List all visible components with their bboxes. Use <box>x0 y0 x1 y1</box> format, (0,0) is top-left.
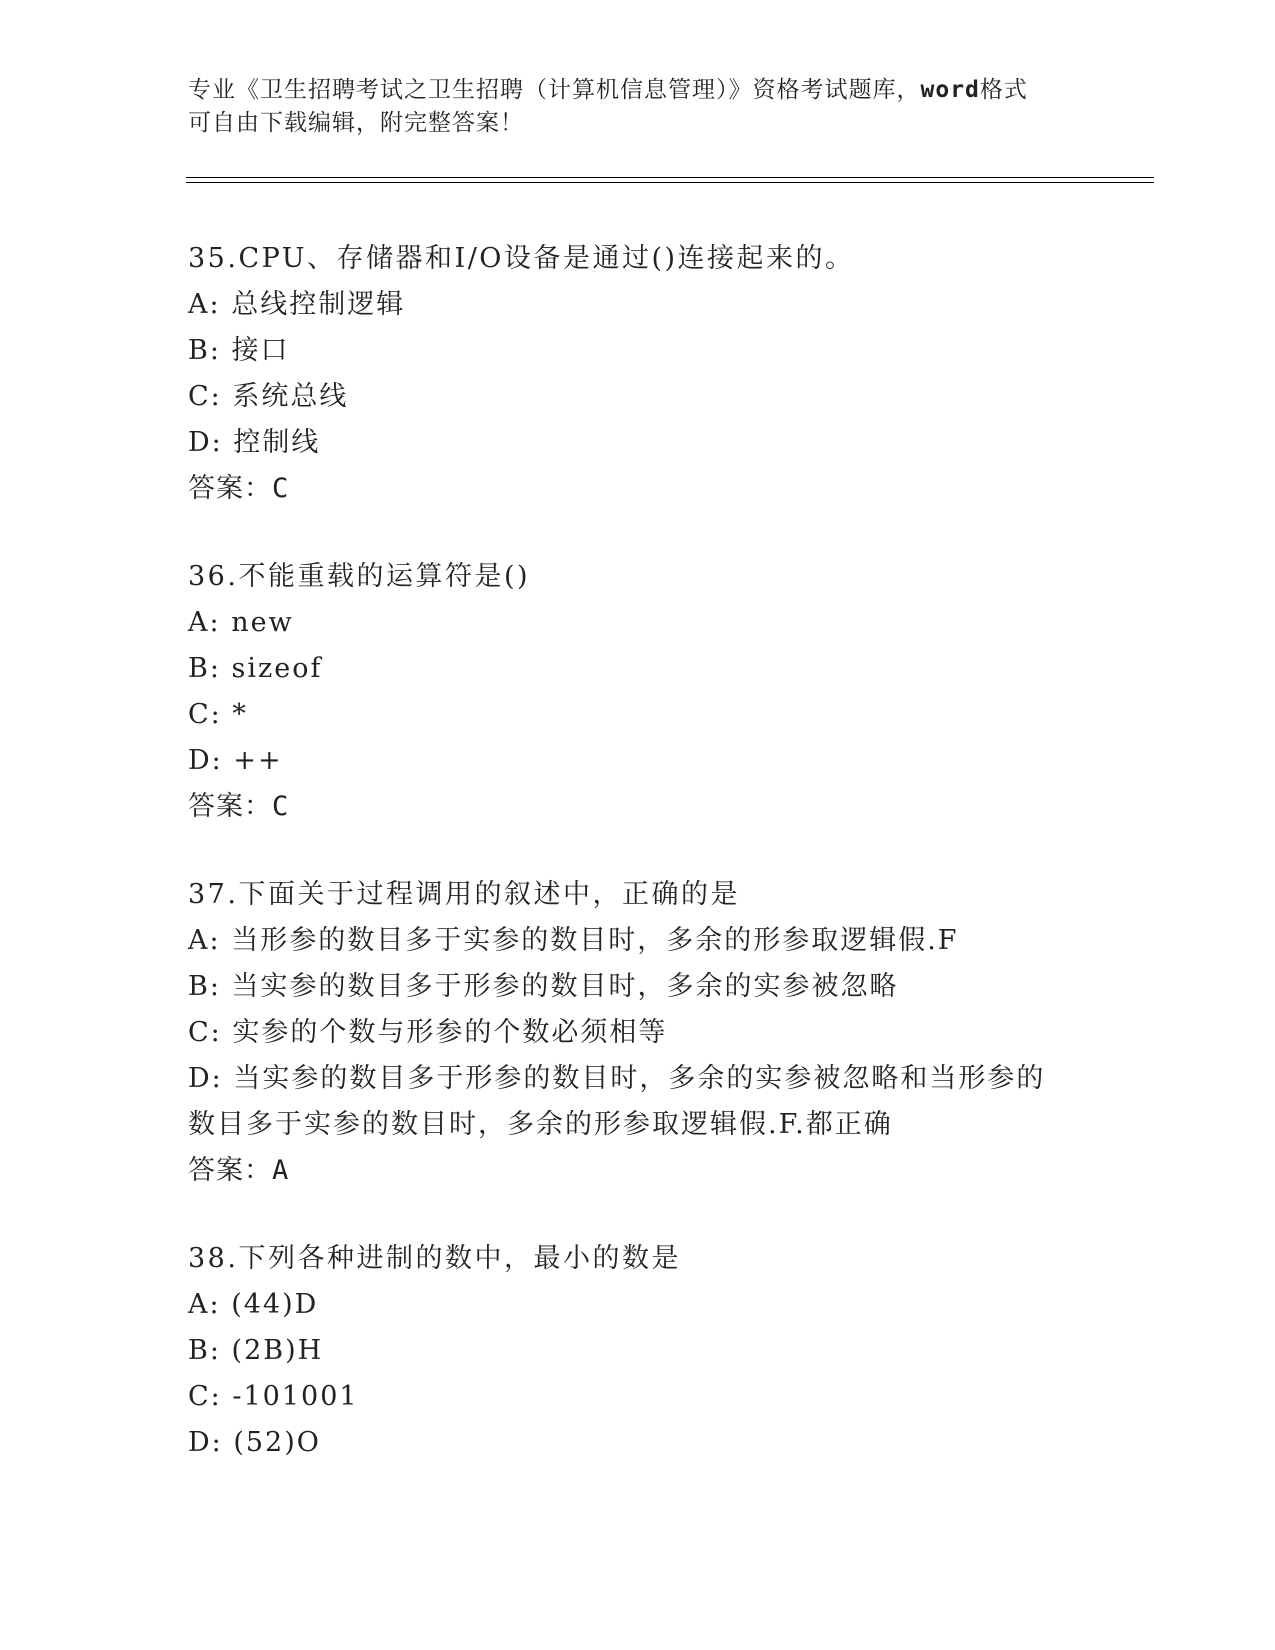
answer-value: C <box>272 791 290 822</box>
header-title: 专业《卫生招聘考试之卫生招聘（计算机信息管理）》资格考试题库， <box>188 77 921 103</box>
header-rule-top <box>186 177 1154 178</box>
answer-line <box>188 784 1088 830</box>
option-a <box>188 600 1088 646</box>
option-text: (52)O <box>233 1427 321 1458</box>
answer-label: 答案： <box>188 1155 272 1186</box>
header-line-1 <box>188 74 1088 107</box>
option-d <box>188 1056 1068 1148</box>
option-text: (44)D <box>231 1289 319 1320</box>
answer-label: 答案： <box>188 473 272 504</box>
option-d <box>188 738 1088 784</box>
header-format-label: 格式 <box>979 77 1028 103</box>
header-line-2: 可自由下载编辑，附完整答案！ <box>188 110 524 136</box>
option-label: D: <box>188 1427 223 1458</box>
option-c <box>188 1010 1088 1056</box>
option-label: A: <box>188 289 221 320</box>
option-text: ++ <box>233 745 283 776</box>
option-label: A: <box>188 925 221 956</box>
option-text: -101001 <box>232 1381 359 1412</box>
answer-value: A <box>272 1155 290 1186</box>
option-label: C: <box>188 1017 222 1048</box>
option-text: * <box>232 699 248 730</box>
header-rule-bottom <box>186 182 1154 183</box>
option-a <box>188 918 1088 964</box>
option-b <box>188 964 1088 1010</box>
option-d <box>188 420 1088 466</box>
option-text: 当形参的数目多于实参的数目时，多余的形参取逻辑假.F <box>231 925 959 956</box>
option-c <box>188 374 1088 420</box>
option-label: A: <box>188 1289 221 1320</box>
question-36 <box>188 554 1088 830</box>
option-a <box>188 282 1088 328</box>
option-a <box>188 1282 1088 1328</box>
question-text: 38.下列各种进制的数中，最小的数是 <box>188 1243 681 1274</box>
option-text: sizeof <box>231 653 323 684</box>
option-label: C: <box>188 1381 222 1412</box>
option-text: 当实参的数目多于形参的数目时，多余的实参被忽略 <box>231 971 899 1002</box>
option-label: B: <box>188 1335 221 1366</box>
option-label: B: <box>188 971 221 1002</box>
option-label: D: <box>188 1063 223 1094</box>
option-text: 接口 <box>231 335 290 366</box>
option-text: (2B)H <box>231 1335 324 1366</box>
option-label: A: <box>188 607 221 638</box>
option-label: C: <box>188 381 222 412</box>
document-header <box>188 74 1088 140</box>
option-b <box>188 328 1088 374</box>
option-c <box>188 692 1088 738</box>
question-text: 36.不能重载的运算符是() <box>188 561 531 592</box>
option-text: 系统总线 <box>232 381 349 412</box>
question-38 <box>188 1236 1088 1466</box>
option-label: B: <box>188 335 221 366</box>
option-text: new <box>231 607 294 638</box>
header-word-format: word <box>920 77 980 103</box>
question-list <box>188 236 1088 1508</box>
option-text: 实参的个数与形参的个数必须相等 <box>232 1017 668 1048</box>
option-text: 控制线 <box>233 427 321 458</box>
answer-line <box>188 1148 1088 1194</box>
option-label: D: <box>188 745 223 776</box>
option-b <box>188 646 1088 692</box>
option-d <box>188 1420 1088 1466</box>
option-text: 总线控制逻辑 <box>231 289 406 320</box>
option-label: B: <box>188 653 221 684</box>
answer-line <box>188 466 1088 512</box>
question-37 <box>188 872 1088 1194</box>
option-b <box>188 1328 1088 1374</box>
option-c <box>188 1374 1088 1420</box>
answer-value: C <box>272 473 290 504</box>
answer-label: 答案： <box>188 791 272 822</box>
option-text: 当实参的数目多于形参的数目时，多余的实参被忽略和当形参的数目多于实参的数目时，多余的形参取逻辑假.F.都正确 <box>188 1063 1046 1140</box>
option-label: C: <box>188 699 222 730</box>
option-label: D: <box>188 427 223 458</box>
question-text: 35.CPU、存储器和I/O设备是通过()连接起来的。 <box>188 243 855 274</box>
question-text: 37.下面关于过程调用的叙述中，正确的是 <box>188 879 740 910</box>
question-35 <box>188 236 1088 512</box>
